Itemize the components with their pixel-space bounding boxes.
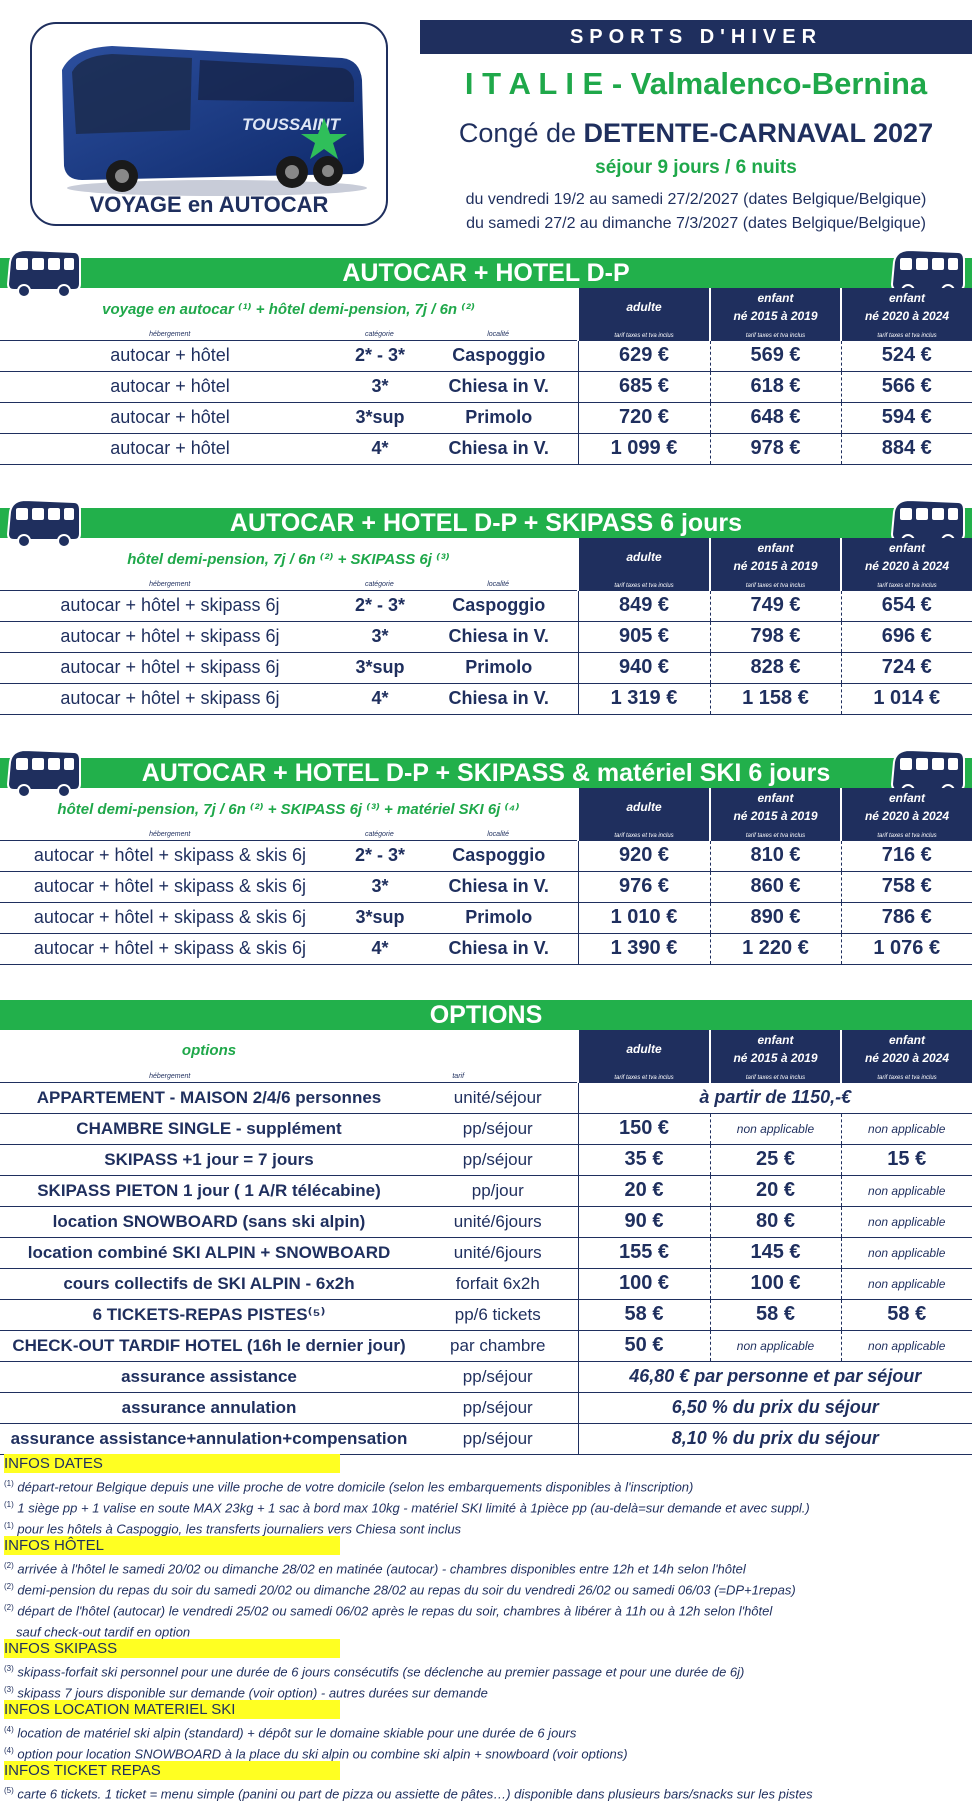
option-row xyxy=(0,1206,972,1237)
package-label: autocar + hôtel xyxy=(0,402,340,433)
child-2015-2019-price: non applicable xyxy=(710,1330,841,1361)
option-row xyxy=(0,1361,972,1392)
col-location-label: localité xyxy=(487,330,510,338)
option-label: CHAMBRE SINGLE - supplément xyxy=(0,1113,418,1144)
table-subtitle-cell xyxy=(0,788,578,840)
option-unit: unité/6jours xyxy=(418,1206,578,1237)
season-banner: SPORTS D'HIVER xyxy=(420,20,972,54)
info-line xyxy=(4,1576,968,1597)
option-unit: pp/séjour xyxy=(418,1423,578,1454)
bus-photo-card xyxy=(30,22,388,226)
info-text: 1 siège pp + 1 valise en soute MAX 23kg + 1 sac à bord max 10kg - matériel SKI limité à 1pièce pp (au-delà=sur demande et avec suppl.) xyxy=(13,1500,810,1516)
option-label: cours collectifs de SKI ALPIN - 6x2h xyxy=(0,1268,418,1299)
adult-price: 100 € xyxy=(578,1268,710,1299)
col-tarif-label: tarif xyxy=(452,1072,465,1080)
resort-name: Valmalenco-Bernina xyxy=(630,66,928,101)
col-category-label: catégorie xyxy=(364,580,394,588)
hotel-category: 3* xyxy=(340,871,420,902)
footnote-ref: (4) xyxy=(4,1725,14,1734)
option-label: location SNOWBOARD (sans ski alpin) xyxy=(0,1206,418,1237)
child-2015-2019-column-header: enfant né 2015 à 2019 tarif taxes et tva inclus xyxy=(710,1030,841,1082)
info-text: pour les hôtels à Caspoggio, les transferts journaliers vers Chiesa sont inclus xyxy=(13,1521,462,1537)
child-2015-2019-column-header: enfant né 2015 à 2019 tarif taxes et tva inclus xyxy=(710,288,841,340)
child-2015-2019-price: 20 € xyxy=(710,1175,841,1206)
option-label: assurance annulation xyxy=(0,1392,418,1423)
child-2015-2019-price: 58 € xyxy=(710,1299,841,1330)
table-row xyxy=(0,621,972,652)
hotel-location: Caspoggio xyxy=(420,590,578,621)
child-2015-2019-price: 1 220 € xyxy=(710,933,841,964)
child-2015-2019-price: 890 € xyxy=(710,902,841,933)
child-2015-2019-price: 860 € xyxy=(710,871,841,902)
adult-price: 685 € xyxy=(578,371,710,402)
info-line xyxy=(4,1515,968,1536)
option-label: SKIPASS +1 jour = 7 jours xyxy=(0,1144,418,1175)
child-2020-2024-price: 716 € xyxy=(841,840,972,871)
footnote-ref: (3) xyxy=(4,1685,14,1694)
info-text: carte 6 tickets. 1 ticket = menu simple (panini ou part de pizza ou assiette de pâtes…) disponible dans plusieurs bars/snacks sur les pistes xyxy=(13,1786,813,1802)
child-2020-2024-price: 1 014 € xyxy=(841,683,972,714)
options-subtitle-cell xyxy=(0,1030,578,1082)
child-2020-2024-column-header: enfant né 2020 à 2024 tarif taxes et tva inclus xyxy=(841,538,972,590)
child-2015-2019-price: 1 158 € xyxy=(710,683,841,714)
hotel-category: 3*sup xyxy=(340,402,420,433)
hotel-category: 2* - 3* xyxy=(340,590,420,621)
info-heading: INFOS TICKET REPAS xyxy=(4,1761,340,1780)
table-row xyxy=(0,371,972,402)
table-row xyxy=(0,840,972,871)
option-price-note: 8,10 % du prix du séjour xyxy=(578,1423,972,1454)
child-2015-2019-price: 569 € xyxy=(710,340,841,371)
footnote-ref: (2) xyxy=(4,1582,14,1591)
child-2020-2024-price: 594 € xyxy=(841,402,972,433)
adult-price: 849 € xyxy=(578,590,710,621)
option-label: assurance assistance xyxy=(0,1361,418,1392)
child-2020-2024-price: non applicable xyxy=(841,1175,972,1206)
child-2015-2019-price: 810 € xyxy=(710,840,841,871)
info-notes xyxy=(4,1454,968,1801)
hotel-location: Chiesa in V. xyxy=(420,933,578,964)
option-row xyxy=(0,1082,972,1113)
info-line xyxy=(4,1780,968,1801)
option-unit: unité/séjour xyxy=(418,1082,578,1113)
child-2020-2024-price: 654 € xyxy=(841,590,972,621)
option-label: APPARTEMENT - MAISON 2/4/6 personnes xyxy=(0,1082,418,1113)
adult-column-header: adulte tarif taxes et tva inclus xyxy=(578,288,710,340)
option-row xyxy=(0,1423,972,1454)
adult-price: 629 € xyxy=(578,340,710,371)
options-title-bar: OPTIONS xyxy=(0,1000,972,1030)
option-label: CHECK-OUT TARDIF HOTEL (16h le dernier jour) xyxy=(0,1330,418,1361)
hotel-location: Primolo xyxy=(420,652,578,683)
section-title-bar: AUTOCAR + HOTEL D-P + SKIPASS 6 jours xyxy=(0,508,972,538)
package-label: autocar + hôtel + skipass 6j xyxy=(0,683,340,714)
package-label: autocar + hôtel + skipass & skis 6j xyxy=(0,871,340,902)
child-2020-2024-price: 696 € xyxy=(841,621,972,652)
hotel-category: 3*sup xyxy=(340,652,420,683)
hotel-location: Chiesa in V. xyxy=(420,371,578,402)
footnote-ref: (3) xyxy=(4,1664,14,1673)
info-heading: INFOS LOCATION MATERIEL SKI xyxy=(4,1700,340,1719)
adult-price: 940 € xyxy=(578,652,710,683)
bus-brand-text: TOUSSAINT xyxy=(242,115,340,134)
hotel-location: Primolo xyxy=(420,402,578,433)
option-label: 6 TICKETS-REPAS PISTES⁽⁵⁾ xyxy=(0,1299,418,1330)
child-2015-2019-price: 145 € xyxy=(710,1237,841,1268)
child-2020-2024-price: 884 € xyxy=(841,433,972,464)
option-unit: pp/6 tickets xyxy=(418,1299,578,1330)
hotel-location: Chiesa in V. xyxy=(420,871,578,902)
info-line xyxy=(4,1740,968,1761)
hotel-location: Chiesa in V. xyxy=(420,621,578,652)
price-table xyxy=(0,788,972,965)
child-2015-2019-price: 25 € xyxy=(710,1144,841,1175)
option-unit: par chambre xyxy=(418,1330,578,1361)
child-2015-2019-price: 100 € xyxy=(710,1268,841,1299)
table-row xyxy=(0,433,972,464)
option-row xyxy=(0,1113,972,1144)
child-2015-2019-price: 828 € xyxy=(710,652,841,683)
adult-price: 90 € xyxy=(578,1206,710,1237)
price-table xyxy=(0,288,972,465)
child-2020-2024-price: 1 076 € xyxy=(841,933,972,964)
col-lodging-label: hébergement xyxy=(149,330,191,338)
info-line xyxy=(4,1555,968,1576)
child-2015-2019-column-header: enfant né 2015 à 2019 tarif taxes et tva inclus xyxy=(710,538,841,590)
col-lodging-label: hébergement xyxy=(149,830,191,838)
stay-duration: séjour 9 jours / 6 nuits xyxy=(595,157,797,178)
child-2015-2019-price: 749 € xyxy=(710,590,841,621)
col-lodging-label: hébergement xyxy=(149,580,191,588)
package-label: autocar + hôtel + skipass 6j xyxy=(0,652,340,683)
footnote-ref: (1) xyxy=(4,1479,14,1488)
hotel-category: 4* xyxy=(340,933,420,964)
adult-column-header: adulte tarif taxes et tva inclus xyxy=(578,538,710,590)
hotel-category: 2* - 3* xyxy=(340,340,420,371)
adult-price: 920 € xyxy=(578,840,710,871)
info-text: location de matériel ski alpin (standard) + dépôt sur le domaine skiable pour une durée de 6 jours xyxy=(13,1725,577,1741)
adult-price: 20 € xyxy=(578,1175,710,1206)
child-2015-2019-price: 798 € xyxy=(710,621,841,652)
holiday-name: DETENTE-CARNAVAL 2027 xyxy=(583,118,934,148)
option-price-note: 46,80 € par personne et par séjour xyxy=(578,1361,972,1392)
option-row xyxy=(0,1299,972,1330)
info-text: sauf check-out tardif en option xyxy=(16,1624,191,1640)
option-unit: unité/6jours xyxy=(418,1237,578,1268)
child-2015-2019-price: 618 € xyxy=(710,371,841,402)
section-title-bar: AUTOCAR + HOTEL D-P xyxy=(0,258,972,288)
table-row xyxy=(0,871,972,902)
adult-column-header: adulte tarif taxes et tva inclus xyxy=(578,1030,710,1082)
adult-price: 1 010 € xyxy=(578,902,710,933)
option-label: assurance assistance+annulation+compensation xyxy=(0,1423,418,1454)
col-location-label: localité xyxy=(487,580,510,588)
info-heading: INFOS DATES xyxy=(4,1454,340,1473)
bus-caption: VOYAGE en AUTOCAR xyxy=(89,192,329,217)
options-subtitle: options xyxy=(181,1042,237,1059)
hotel-category: 3*sup xyxy=(340,902,420,933)
child-2020-2024-price: 786 € xyxy=(841,902,972,933)
hotel-category: 4* xyxy=(340,683,420,714)
footnote-ref: (1) xyxy=(4,1500,14,1509)
adult-price: 150 € xyxy=(578,1113,710,1144)
table-row xyxy=(0,902,972,933)
child-2020-2024-price: 524 € xyxy=(841,340,972,371)
option-row xyxy=(0,1392,972,1423)
option-row xyxy=(0,1144,972,1175)
hotel-category: 3* xyxy=(340,621,420,652)
info-text: option pour location SNOWBOARD à la place du ski alpin ou combine ski alpin + snowboard (voir options) xyxy=(13,1746,628,1762)
package-label: autocar + hôtel + skipass & skis 6j xyxy=(0,902,340,933)
info-text: départ de l'hôtel (autocar) le vendredi 25/02 ou samedi 06/02 après le repas du soir, chambres à libérer à 11h ou à 12h selon l'hôtel xyxy=(13,1603,773,1619)
col-location-label: localité xyxy=(487,830,510,838)
option-unit: pp/séjour xyxy=(418,1144,578,1175)
table-subtitle: hôtel demi-pension, 7j / 6n ⁽²⁾ + SKIPASS 6j ⁽³⁾ xyxy=(127,551,450,568)
footnote-ref: (1) xyxy=(4,1521,14,1530)
table-row xyxy=(0,683,972,714)
option-row xyxy=(0,1268,972,1299)
coach-bus-illustration xyxy=(42,30,378,200)
adult-price: 905 € xyxy=(578,621,710,652)
info-line xyxy=(4,1719,968,1740)
option-row xyxy=(0,1330,972,1361)
adult-price: 1 319 € xyxy=(578,683,710,714)
adult-price: 720 € xyxy=(578,402,710,433)
price-table xyxy=(0,538,972,715)
destination-title xyxy=(420,66,972,102)
options-table xyxy=(0,1030,972,1455)
col-lodging-label: hébergement xyxy=(149,1072,191,1080)
table-row xyxy=(0,340,972,371)
option-unit: pp/séjour xyxy=(418,1392,578,1423)
date-range-1: du vendredi 19/2 au samedi 27/2/2027 (dates Belgique/Belgique) xyxy=(465,191,927,208)
option-price-note: 6,50 % du prix du séjour xyxy=(578,1392,972,1423)
option-unit: pp/jour xyxy=(418,1175,578,1206)
section-title-bar: AUTOCAR + HOTEL D-P + SKIPASS & matériel SKI 6 jours xyxy=(0,758,972,788)
child-2020-2024-price: non applicable xyxy=(841,1113,972,1144)
child-2020-2024-price: non applicable xyxy=(841,1330,972,1361)
child-2020-2024-price: 15 € xyxy=(841,1144,972,1175)
child-2020-2024-column-header: enfant né 2020 à 2024 tarif taxes et tva inclus xyxy=(841,788,972,840)
option-row xyxy=(0,1175,972,1206)
package-label: autocar + hôtel + skipass & skis 6j xyxy=(0,933,340,964)
option-unit: pp/séjour xyxy=(418,1361,578,1392)
option-unit: pp/séjour xyxy=(418,1113,578,1144)
option-row xyxy=(0,1237,972,1268)
hotel-location: Chiesa in V. xyxy=(420,433,578,464)
holiday-prefix: Congé de xyxy=(458,118,584,148)
child-2015-2019-price: 80 € xyxy=(710,1206,841,1237)
option-price-note: à partir de 1150,-€ xyxy=(578,1082,972,1113)
footnote-ref: (4) xyxy=(4,1746,14,1755)
table-subtitle-cell xyxy=(0,288,578,340)
child-2020-2024-price: non applicable xyxy=(841,1237,972,1268)
holiday-title xyxy=(420,118,972,149)
info-line xyxy=(4,1679,968,1700)
col-category-label: catégorie xyxy=(364,830,394,838)
adult-price: 1 099 € xyxy=(578,433,710,464)
package-label: autocar + hôtel xyxy=(0,371,340,402)
table-subtitle: hôtel demi-pension, 7j / 6n ⁽²⁾ + SKIPASS 6j ⁽³⁾ + matériel SKI 6j ⁽⁴⁾ xyxy=(57,801,520,818)
adult-column-header: adulte tarif taxes et tva inclus xyxy=(578,788,710,840)
child-2015-2019-price: 648 € xyxy=(710,402,841,433)
package-label: autocar + hôtel + skipass & skis 6j xyxy=(0,840,340,871)
table-row xyxy=(0,590,972,621)
info-text: arrivée à l'hôtel le samedi 20/02 ou dimanche 28/02 en matinée (autocar) - chambres disponibles entre 12h et 14h selon l'hôtel xyxy=(13,1561,746,1577)
hotel-location: Chiesa in V. xyxy=(420,683,578,714)
child-2020-2024-price: non applicable xyxy=(841,1206,972,1237)
hotel-location: Caspoggio xyxy=(420,340,578,371)
adult-price: 58 € xyxy=(578,1299,710,1330)
table-row xyxy=(0,402,972,433)
child-2020-2024-price: non applicable xyxy=(841,1268,972,1299)
date-range-2: du samedi 27/2 au dimanche 7/3/2027 (dates Belgique/Belgique) xyxy=(466,215,926,232)
hotel-category: 2* - 3* xyxy=(340,840,420,871)
info-text: demi-pension du repas du soir du samedi 20/02 ou dimanche 28/02 au repas du soir du vendredi 26/02 ou samedi 06/03 (=DP+1repas) xyxy=(13,1582,796,1598)
info-text: départ-retour Belgique depuis une ville proche de votre domicile (selon les embarquements disponibles à l'inscription) xyxy=(13,1479,694,1495)
adult-price: 976 € xyxy=(578,871,710,902)
adult-price: 155 € xyxy=(578,1237,710,1268)
info-text: skipass 7 jours disponible sur demande (voir option) - autres durées sur demande xyxy=(13,1685,488,1701)
hotel-category: 3* xyxy=(340,371,420,402)
table-subtitle: voyage en autocar ⁽¹⁾ + hôtel demi-pension, 7j / 6n ⁽²⁾ xyxy=(102,301,475,318)
country-name: I T A L I E xyxy=(464,66,604,101)
info-line xyxy=(4,1473,968,1494)
hotel-category: 4* xyxy=(340,433,420,464)
footnote-ref: (2) xyxy=(4,1603,14,1612)
package-label: autocar + hôtel + skipass 6j xyxy=(0,621,340,652)
info-heading: INFOS SKIPASS xyxy=(4,1639,340,1658)
child-2020-2024-price: 566 € xyxy=(841,371,972,402)
option-label: SKIPASS PIETON 1 jour ( 1 A/R télécabine) xyxy=(0,1175,418,1206)
footnote-ref: (5) xyxy=(4,1786,14,1795)
child-2015-2019-column-header: enfant né 2015 à 2019 tarif taxes et tva inclus xyxy=(710,788,841,840)
info-line xyxy=(4,1618,968,1639)
option-unit: forfait 6x2h xyxy=(418,1268,578,1299)
info-line xyxy=(4,1597,968,1618)
table-row xyxy=(0,652,972,683)
child-2015-2019-price: non applicable xyxy=(710,1113,841,1144)
package-label: autocar + hôtel + skipass 6j xyxy=(0,590,340,621)
adult-price: 50 € xyxy=(578,1330,710,1361)
info-heading: INFOS HÔTEL xyxy=(4,1536,340,1555)
adult-price: 1 390 € xyxy=(578,933,710,964)
package-label: autocar + hôtel xyxy=(0,340,340,371)
child-2020-2024-price: 724 € xyxy=(841,652,972,683)
adult-price: 35 € xyxy=(578,1144,710,1175)
title-dash: - xyxy=(603,66,631,101)
table-row xyxy=(0,933,972,964)
col-category-label: catégorie xyxy=(364,330,394,338)
package-label: autocar + hôtel xyxy=(0,433,340,464)
child-2020-2024-column-header: enfant né 2020 à 2024 tarif taxes et tva inclus xyxy=(841,1030,972,1082)
child-2020-2024-price: 758 € xyxy=(841,871,972,902)
option-label: location combiné SKI ALPIN + SNOWBOARD xyxy=(0,1237,418,1268)
info-line xyxy=(4,1494,968,1515)
info-line xyxy=(4,1658,968,1679)
child-2020-2024-price: 58 € xyxy=(841,1299,972,1330)
info-text: skipass-forfait ski personnel pour une durée de 6 jours consécutifs (se déclenche au premier passage et pour une durée de 6j) xyxy=(13,1664,745,1680)
footnote-ref: (2) xyxy=(4,1561,14,1570)
hotel-location: Caspoggio xyxy=(420,840,578,871)
table-subtitle-cell xyxy=(0,538,578,590)
hotel-location: Primolo xyxy=(420,902,578,933)
child-2015-2019-price: 978 € xyxy=(710,433,841,464)
child-2020-2024-column-header: enfant né 2020 à 2024 tarif taxes et tva inclus xyxy=(841,288,972,340)
